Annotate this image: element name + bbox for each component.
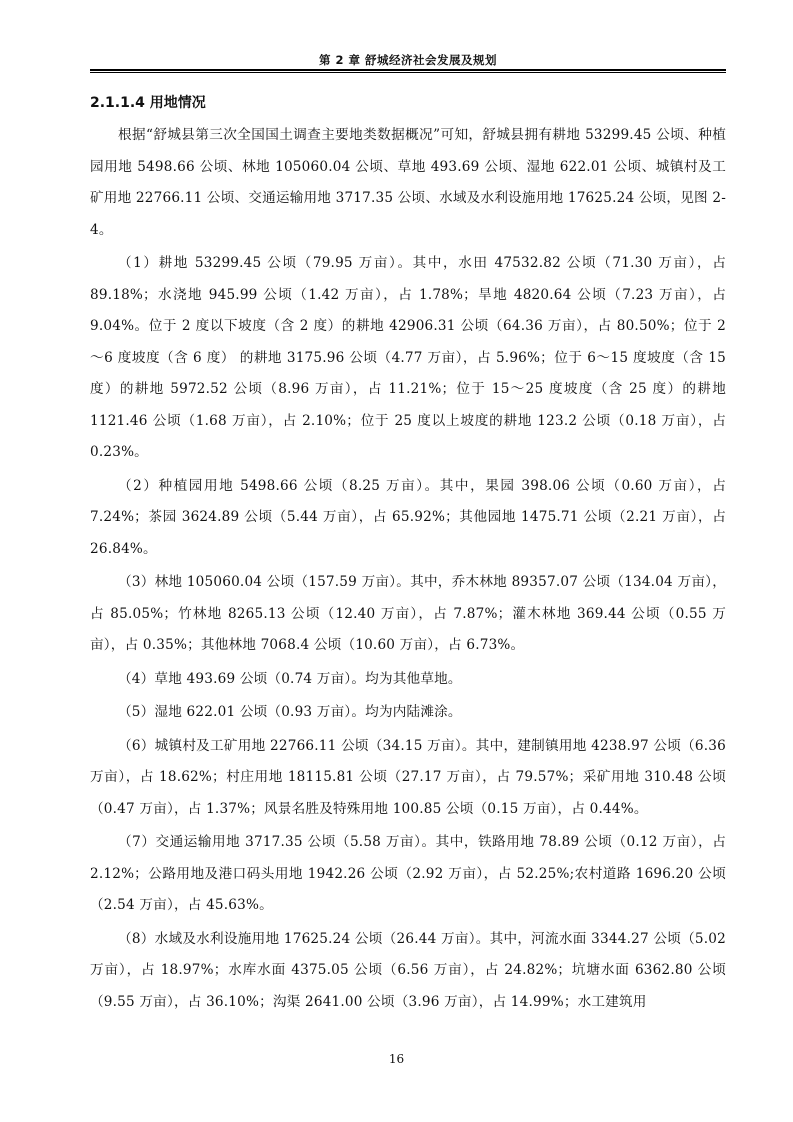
page-content — [90, 90, 726, 1020]
page-number: 16 — [388, 1052, 405, 1066]
paragraph-water-land: （8）水域及水利设施用地 17625.24 公顷（26.44 万亩）。其中，河流水面 3344.27 公顷（5.02 万亩），占 18.97%；水库水面 4375.05 公顷（6.56 万亩），占 24.82%；坑塘水面 6362.80 公顷（9.55 万亩），占 36.10%；沟渠 2641.00 公顷（3.96 万亩），占 14.99%；水工建筑用 — [90, 930, 726, 1010]
paragraph-wetland: （5）湿地 622.01 公顷（0.93 万亩）。均为内陆滩涂。 — [118, 704, 462, 720]
paragraph-forest-land: （3）林地 105060.04 公顷（157.59 万亩）。其中，乔木林地 89357.07 公顷（134.04 万亩），占 85.05%；竹林地 8265.13 公顷（12.40 万亩），占 7.87%；灌木林地 369.44 公顷（0.55 万亩），占 0.35%；其他林地 7068.4 公顷（10.60 万亩），占 6.73%。 — [90, 574, 726, 653]
section-heading: 2.1.1.4 用地情况 — [90, 95, 206, 111]
paragraph-plantation-land: （2）种植园用地 5498.66 公顷（8.25 万亩）。其中，果园 398.06 公顷（0.60 万亩），占 7.24%；茶园 3624.89 公顷（5.44 万亩），占 65.92%；其他园地 1475.71 公顷（2.21 万亩），占 26.84%。 — [90, 477, 726, 557]
paragraph-grassland: （4）草地 493.69 公顷（0.74 万亩）。均为其他草地。 — [118, 670, 462, 687]
paragraph-urban-industrial-land: （6）城镇村及工矿用地 22766.11 公顷（34.15 万亩）。其中，建制镇用地 4238.97 公顷（6.36 万亩），占 18.62%；村庄用地 18115.81 公顷（27.17 万亩），占 79.57%；采矿用地 310.48 公顷（0.47 万亩），占 1.37%；风景名胜及特殊用地 100.85 公顷（0.15 万亩），占 0.44%。 — [90, 737, 726, 817]
running-header: 第 2 章 舒城经济社会发展及规划 — [318, 53, 497, 67]
header-rule-thin — [90, 72, 726, 73]
paragraph-intro: 根据“舒城县第三次全国国土调查主要地类数据概况”可知，舒城县拥有耕地 53299.45 公顷、种植园用地 5498.66 公顷、林地 105060.04 公顷、草地 493.69 公顷、湿地 622.01 公顷、城镇村及工矿用地 22766.11 公顷、交通运输用地 3717.35 公顷、水域及水利设施用地 17625.24 公顷，见图 2-4。 — [90, 127, 726, 238]
header-rule-thick — [90, 69, 726, 71]
paragraph-cultivated-land: （1）耕地 53299.45 公顷（79.95 万亩）。其中，水田 47532.82 公顷（71.30 万亩），占 89.18%；水浇地 945.99 公顷（1.42 万亩），占 1.78%；旱地 4820.64 公顷（7.23 万亩），占 9.04%。位于 2 度以下坡度（含 2 度）的耕地 42906.31 公顷（64.36 万亩），占 80.50%；位于 2～6 度坡度（含 6 度） 的耕地 3175.96 公顷（4.77 万亩），占 5.96%；位于 6～15 度坡度（含 15 度）的耕地 5972.52 公顷（8.96 万亩），占 11.21%；位于 15～25 度坡度（含 25 度）的耕地 1121.46 公顷（1.68 万亩），占 2.10%；位于 25 度以上坡度的耕地 123.2 公顷（0.18 万亩），占 0.23%。 — [90, 255, 726, 460]
paragraph-transport-land: （7）交通运输用地 3717.35 公顷（5.58 万亩）。其中，铁路用地 78.89 公顷（0.12 万亩），占 2.12%；公路用地及港口码头用地 1942.26 公顷（2.92 万亩），占 52.25%;农村道路 1696.20 公顷（2.54 万亩），占 45.63%。 — [90, 834, 726, 913]
